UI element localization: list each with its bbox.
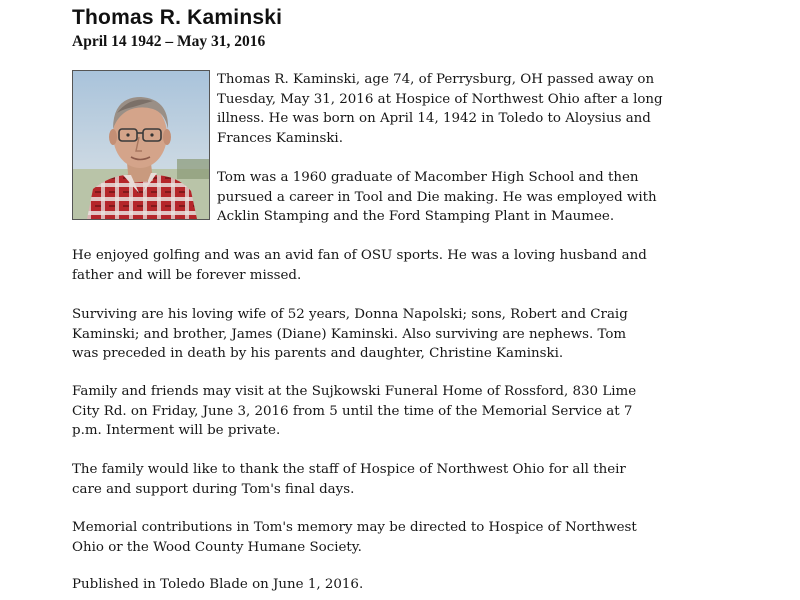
text-line: Acklin Stamping and the Ford Stamping Plant in Maumee. <box>217 209 615 225</box>
paragraph-survivors <box>72 305 628 364</box>
paragraph-interests <box>72 246 647 285</box>
text-line: Tom was a 1960 graduate of Macomber High School and then <box>217 170 639 185</box>
paragraph-published <box>72 575 363 595</box>
text-line: Tuesday, May 31, 2016 at Hospice of Northwest Ohio after a long <box>217 91 663 107</box>
text-line: Ohio or the Wood County Humane Society. <box>72 539 362 555</box>
paragraph-career <box>217 168 657 227</box>
text-line: He enjoyed golfing and was an avid fan of OSU sports. He was a loving husband and <box>72 248 647 263</box>
text-line: pursued a career in Tool and Die making. He was employed with <box>217 189 657 205</box>
paragraph-intro <box>217 70 663 148</box>
text-line: Thomas R. Kaminski, age 74, of Perrysburg, OH passed away on <box>217 72 655 87</box>
text-line: was preceded in death by his parents and daughter, Christine Kaminski. <box>72 346 564 362</box>
text-line: City Rd. on Friday, June 3, 2016 from 5 until the time of the Memorial Service at 7 <box>72 403 633 419</box>
text-line: care and support during Tom's final days. <box>72 481 355 497</box>
text-line: illness. He was born on April 14, 1942 in Toledo to Aloysius and <box>217 111 651 127</box>
obituary-name: Thomas R. Kaminski <box>72 6 283 29</box>
text-line: p.m. Interment will be private. <box>72 423 281 439</box>
text-line: father and will be forever missed. <box>72 267 302 283</box>
paragraph-thanks <box>72 460 626 499</box>
portrait-photo <box>72 70 210 220</box>
text-line: Surviving are his loving wife of 52 years, Donna Napolski; sons, Robert and Craig <box>72 307 628 322</box>
paragraph-memorial <box>72 518 637 557</box>
paragraph-visitation <box>72 382 636 441</box>
obituary-dates: April 14 1942 – May 31, 2016 <box>72 33 266 50</box>
text-line: Frances Kaminski. <box>217 130 343 146</box>
text-line: Family and friends may visit at the Sujkowski Funeral Home of Rossford, 830 Lime <box>72 384 637 399</box>
text-line: Memorial contributions in Tom's memory may be directed to Hospice of Northwest <box>72 520 637 535</box>
text-line: Published in Toledo Blade on June 1, 2016. <box>72 577 364 592</box>
text-line: Kaminski; and brother, James (Diane) Kaminski. Also surviving are nephews. Tom <box>72 326 627 342</box>
text-line: The family would like to thank the staff of Hospice of Northwest Ohio for all their <box>72 462 626 477</box>
